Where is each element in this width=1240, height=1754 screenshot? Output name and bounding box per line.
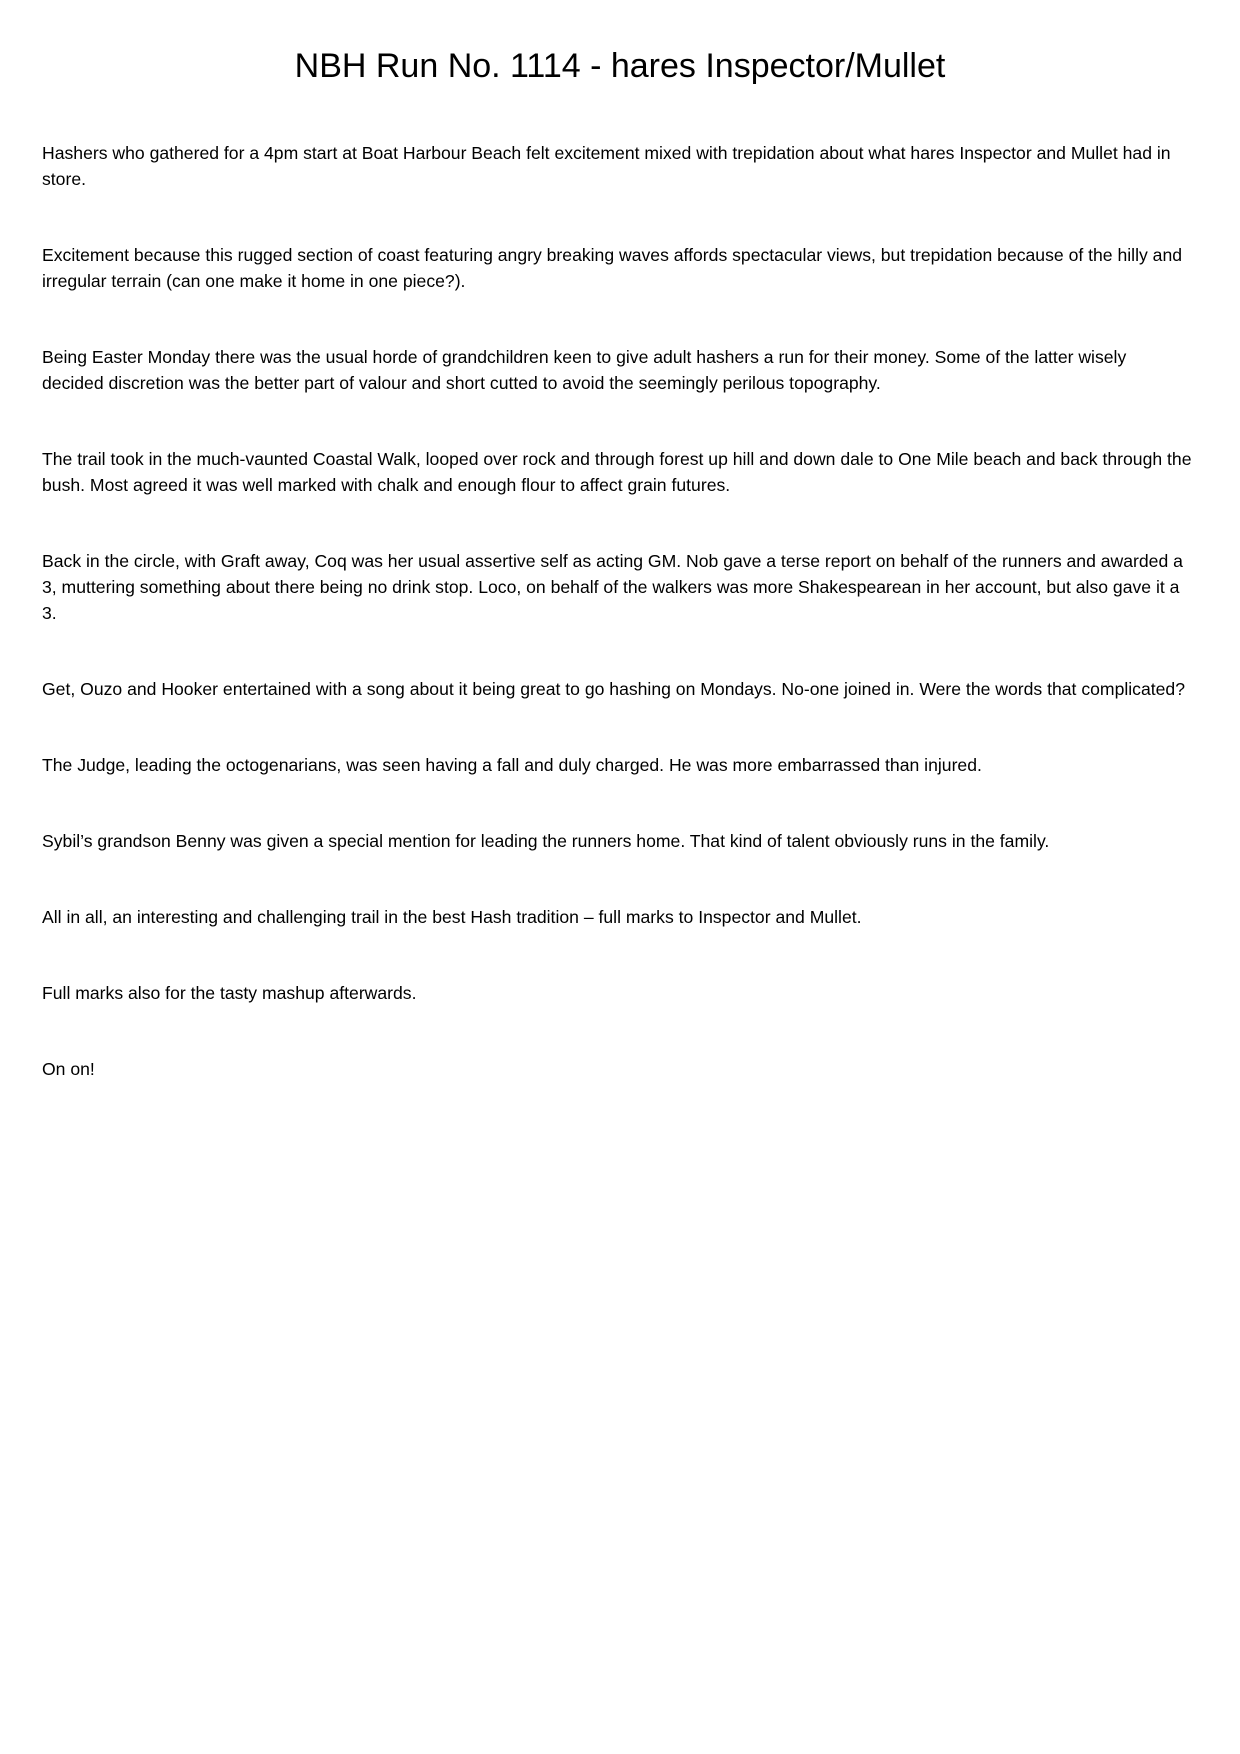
paragraph: Get, Ouzo and Hooker entertained with a song about it being great to go hashing on Mondays. No-one joined in. Were the words that complicated?: [42, 679, 1185, 699]
paragraph: All in all, an interesting and challenging trail in the best Hash tradition – full marks to Inspector and Mullet.: [42, 907, 862, 927]
document-body: [42, 140, 1192, 1132]
paragraph: On on!: [42, 1059, 95, 1079]
paragraph: Sybil’s grandson Benny was given a special mention for leading the runners home. That kind of talent obviously runs in the family.: [42, 831, 1050, 851]
paragraph: The Judge, leading the octogenarians, was seen having a fall and duly charged. He was more embarrassed than injured.: [42, 755, 982, 775]
paragraph: Being Easter Monday there was the usual horde of grandchildren keen to give adult hashers a run for their money. Some of the latter wisely decided discretion was the better part of valour and short cutted to avoid the seemingly perilous topography.: [42, 347, 1127, 393]
paragraph: Excitement because this rugged section of coast featuring angry breaking waves affords spectacular views, but trepidation because of the hilly and irregular terrain (can one make it home in one piece?).: [42, 245, 1183, 291]
document-title: NBH Run No. 1114 - hares Inspector/Mullet: [294, 47, 946, 85]
paragraph: The trail took in the much-vaunted Coastal Walk, looped over rock and through forest up hill and down dale to One Mile beach and back through the bush. Most agreed it was well marked with chalk and enough flour to affect grain futures.: [42, 449, 1192, 495]
paragraph: Full marks also for the tasty mashup afterwards.: [42, 983, 417, 1003]
paragraph: Back in the circle, with Graft away, Coq was her usual assertive self as acting GM. Nob gave a terse report on behalf of the runners and awarded a 3, muttering something about there being no drink stop. Loco, on behalf of the walkers was more Shakespearean in her account, but also gave it a 3.: [42, 551, 1183, 623]
paragraph: Hashers who gathered for a 4pm start at Boat Harbour Beach felt excitement mixed with trepidation about what hares Inspector and Mullet had in store.: [42, 143, 1171, 189]
